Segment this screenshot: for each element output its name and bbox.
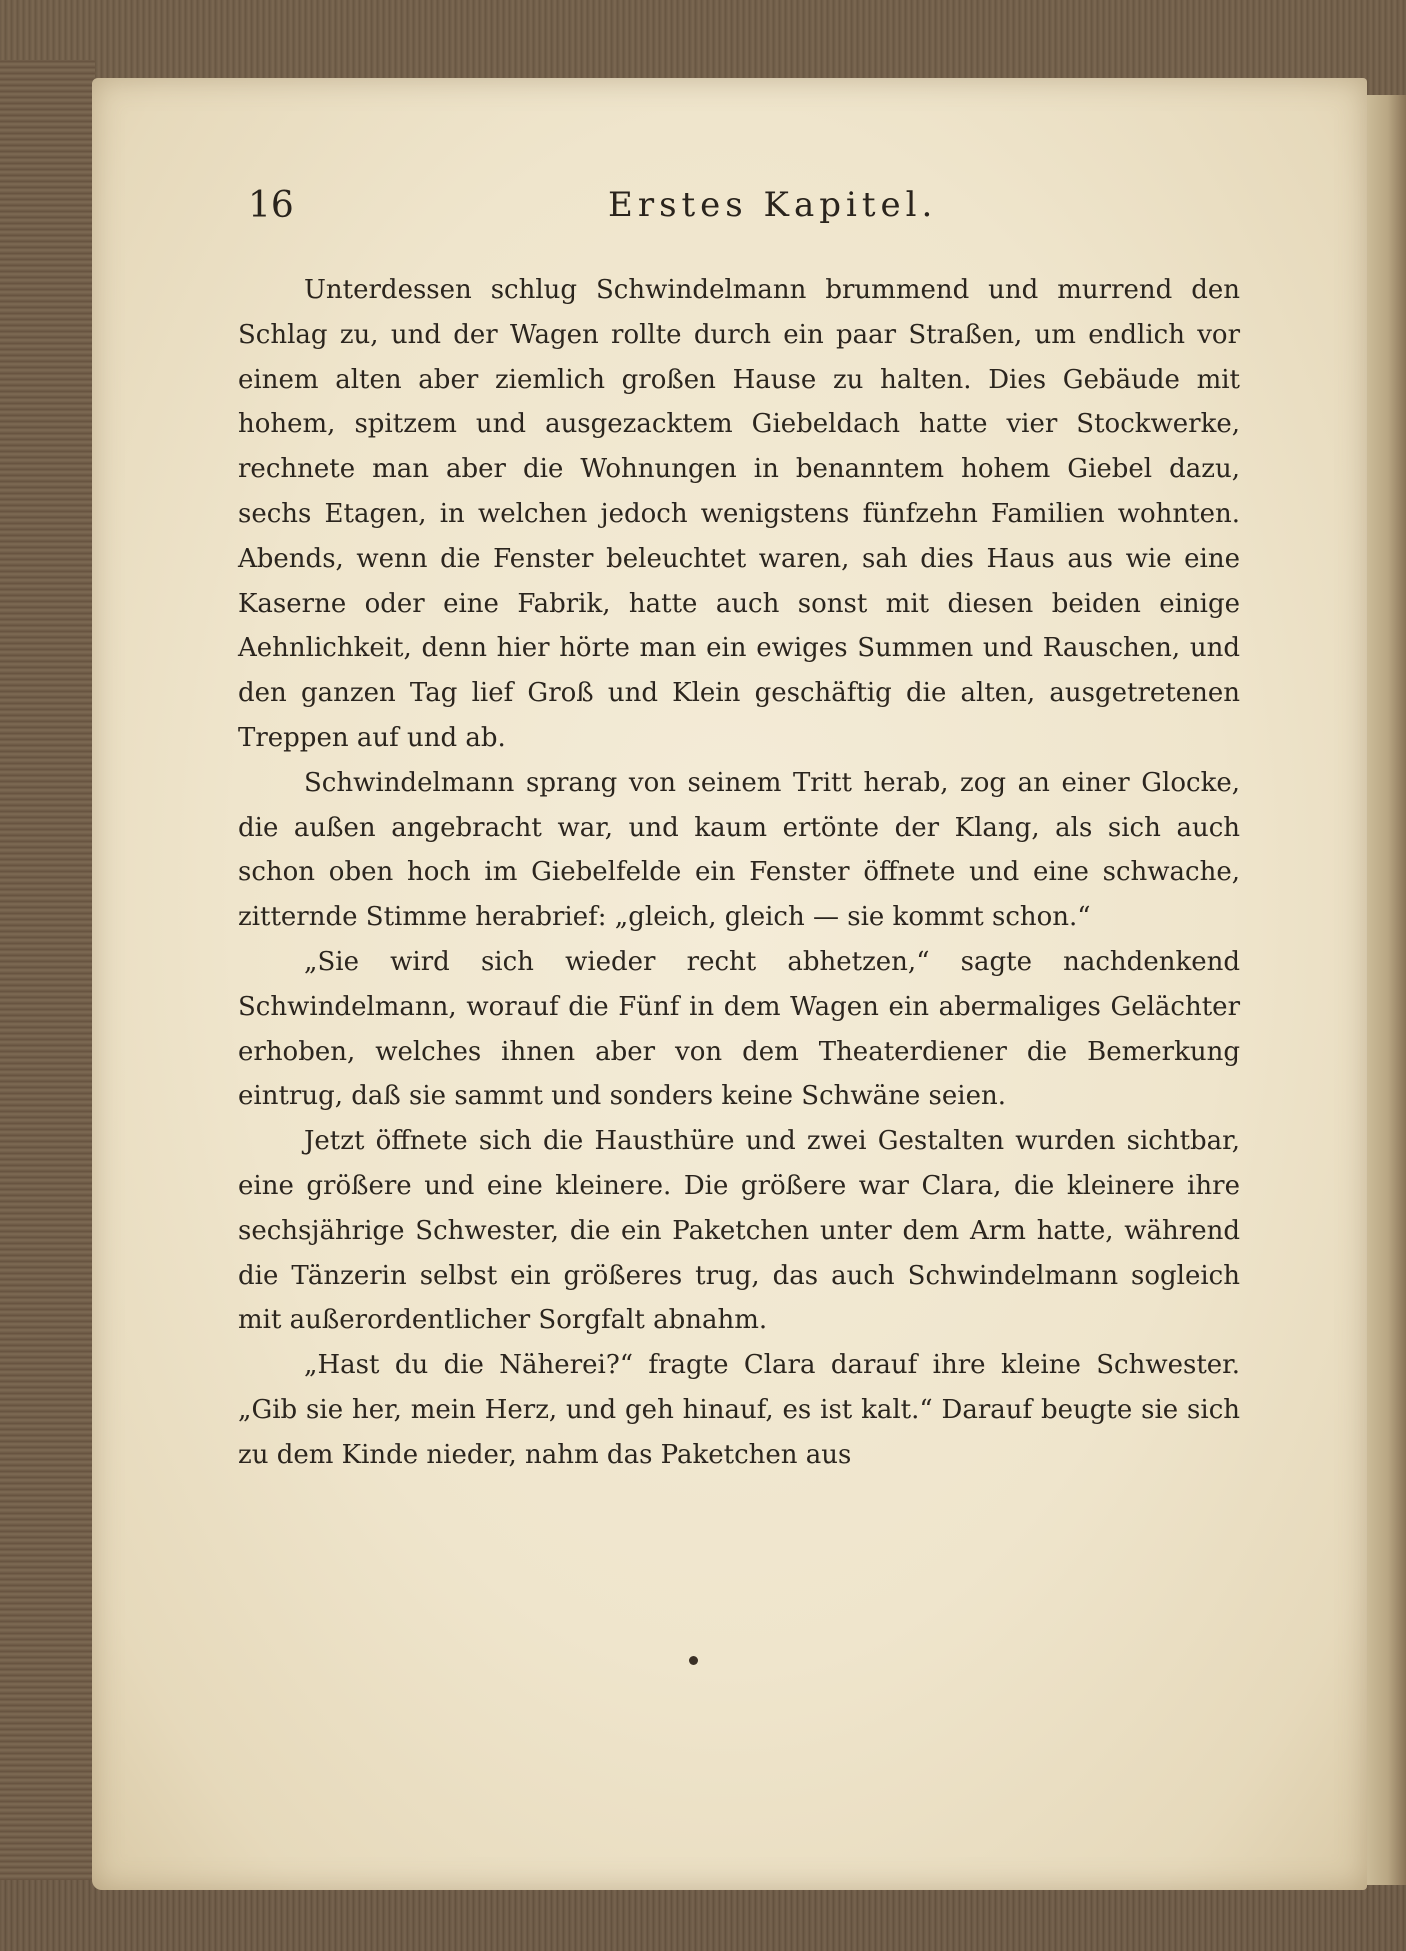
ink-speck (689, 1656, 698, 1665)
page-header (248, 185, 1248, 245)
paragraph: „Sie wird sich wieder recht abhetzen,“ sagte nachdenkend Schwindelmann, worauf die Fünf in dem Wagen ein abermaliges Gelächter erhoben, welches ihnen aber von dem Theaterdiener die Bemerkung eintrug, daß sie sammt und sonders keine Schwäne seien. (238, 946, 1240, 1112)
paragraph: Jetzt öffnete sich die Hausthüre und zwei Gestalten wurden sichtbar, eine größere und eine kleinere. Die größere war Clara, die kleinere ihre sechsjährige Schwester, die ein Paketchen unter dem Arm hatte, während die Tänzerin selbst ein größeres trug, das auch Schwindelmann sogleich mit außerordentlicher Sorgfalt abnahm. (238, 1126, 1240, 1336)
running-head: Erstes Kapitel. (608, 185, 938, 225)
book-cover-bottom (0, 1880, 1406, 1951)
paragraph: „Hast du die Näherei?“ fragte Clara darauf ihre kleine Schwester. „Gib sie her, mein Herz, und geh hinauf, es ist kalt.“ Darauf beugte sie sich zu dem Kinde nieder, nahm das Paketchen aus (238, 1350, 1240, 1470)
book-cover-left (0, 60, 95, 1951)
paragraph: Unterdessen schlug Schwindelmann brummend und murrend den Schlag zu, und der Wagen rollte durch ein paar Straßen, um endlich vor einem alten aber ziemlich großen Hause zu halten. Dies Gebäude mit hohem, spitzem und ausgezacktem Giebeldach hatte vier Stockwerke, rechnete man aber die Wohnungen in benanntem hohem Giebel dazu, sechs Etagen, in welchen jedoch wenigstens fünfzehn Familien wohnten. Abends, wenn die Fenster beleuchtet waren, sah dies Haus aus wie eine Kaserne oder eine Fabrik, hatte auch sonst mit diesen beiden einige Aehnlichkeit, denn hier hörte man ein ewiges Summen und Rauschen, und den ganzen Tag lief Groß und Klein geschäftig die alten, ausgetretenen Treppen auf und ab. (238, 275, 1240, 753)
body-text (238, 268, 1240, 1478)
paragraph: Schwindelmann sprang von seinem Tritt herab, zog an einer Glocke, die außen angebracht war, und kaum ertönte der Klang, als sich auch schon oben hoch im Giebelfelde ein Fenster öffnete und eine schwache, zitternde Stimme herabrief: „gleich, gleich — sie kommt schon.“ (238, 767, 1240, 933)
page-number: 16 (248, 185, 294, 226)
